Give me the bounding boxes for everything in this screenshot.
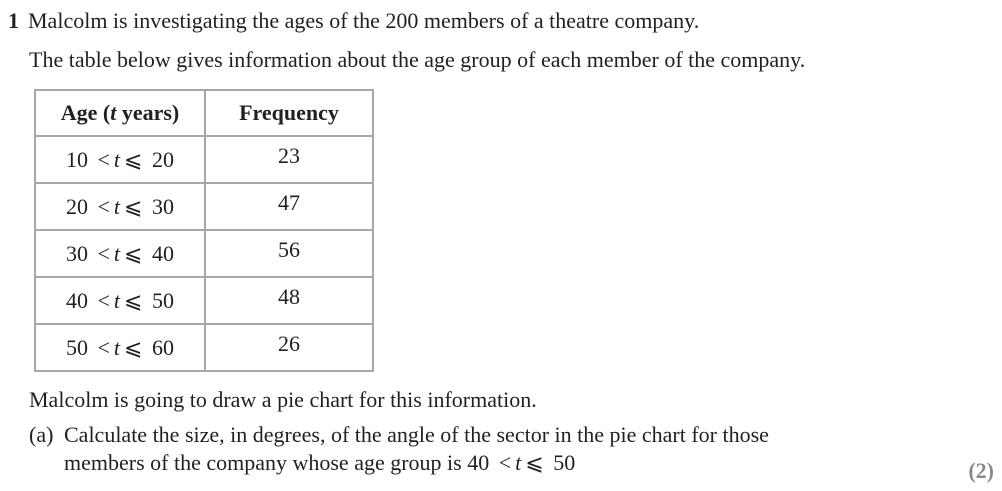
frequency-cell: 56 <box>205 230 373 277</box>
part-a-line1: (a) Calculate the size, in degrees, of the angle of the sector in the pie chart for those <box>29 422 769 447</box>
table-row <box>35 230 373 277</box>
age-range-cell: 10 < t ⩽ 20 <box>35 136 205 183</box>
age-range-cell: 50 < t ⩽ 60 <box>35 324 205 371</box>
table-intro-text: The table below gives information about the age group of each member of the company. <box>29 47 806 72</box>
part-a-question <box>29 421 769 477</box>
age-column-header: Age (t years) <box>35 90 205 136</box>
frequency-table <box>34 89 374 372</box>
table-row <box>35 136 373 183</box>
part-a-line2: members of the company whose age group is 40 < t ⩽ 50 <box>64 450 576 475</box>
age-range-cell: 20 < t ⩽ 30 <box>35 183 205 230</box>
frequency-cell: 48 <box>205 277 373 324</box>
question-intro-text: Malcolm is investigating the ages of the 200 members of a theatre company. <box>28 8 700 33</box>
pie-chart-statement: Malcolm is going to draw a pie chart for this information. <box>29 387 537 412</box>
frequency-cell: 23 <box>205 136 373 183</box>
frequency-column-header: Frequency <box>205 90 373 136</box>
table-header-row <box>35 90 373 136</box>
part-a-label: (a) <box>29 422 54 447</box>
age-range-cell: 30 < t ⩽ 40 <box>35 230 205 277</box>
frequency-cell: 26 <box>205 324 373 371</box>
question-intro <box>8 6 699 36</box>
table-row <box>35 277 373 324</box>
table-row <box>35 183 373 230</box>
question-number: 1 <box>8 8 19 33</box>
marks-indicator: (2) <box>968 458 994 483</box>
table-row <box>35 324 373 371</box>
frequency-cell: 47 <box>205 183 373 230</box>
age-range-cell: 40 < t ⩽ 50 <box>35 277 205 324</box>
